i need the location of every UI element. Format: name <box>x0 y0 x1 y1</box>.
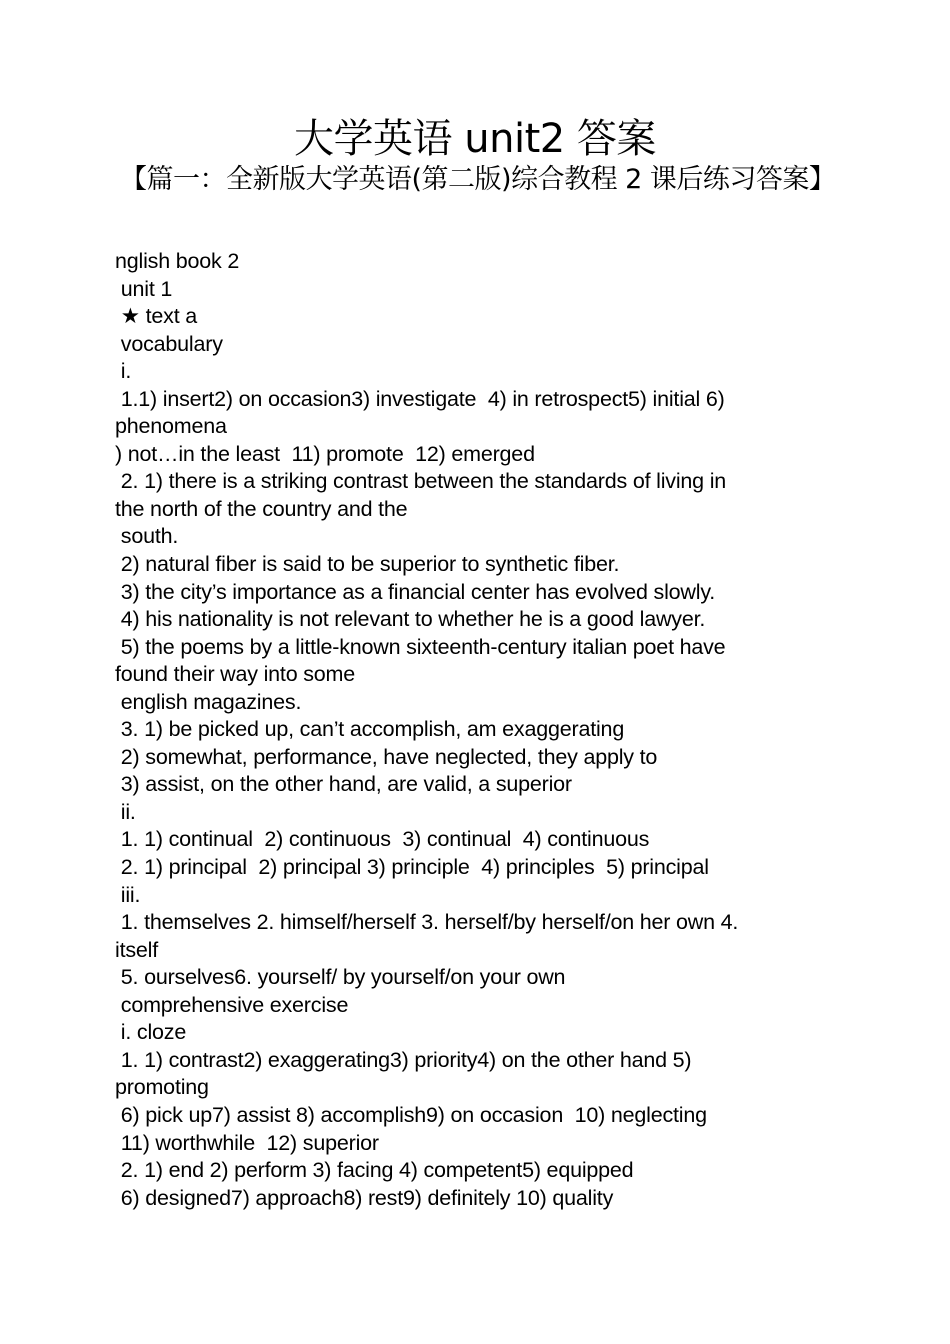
text-line: 1. themselves 2. himself/herself 3. herself/by herself/on her own 4. <box>115 910 739 935</box>
text-line: 2) natural fiber is said to be superior to synthetic fiber. <box>115 552 620 577</box>
text-line: south. <box>115 524 179 549</box>
text-line: 3) the city’s importance as a financial center has evolved slowly. <box>115 579 716 604</box>
text-line: 1. 1) continual 2) continuous 3) continual 4) continuous <box>115 827 650 852</box>
text-line: 1.1) insert2) on occasion3) investigate 4) in retrospect5) initial 6) <box>115 386 725 411</box>
text-line: 1. 1) contrast2) exaggerating3) priority4) on the other hand 5) <box>115 1047 692 1072</box>
text-line: 3. 1) be picked up, can’t accomplish, am exaggerating <box>115 717 625 742</box>
text-line: promoting <box>115 1075 209 1100</box>
text-line: 11) worthwhile 12) superior <box>115 1130 379 1155</box>
text-line: i. cloze <box>115 1020 187 1045</box>
text-line: english magazines. <box>115 689 302 714</box>
text-line: ) not…in the least 11) promote 12) emerged <box>115 441 535 466</box>
text-line: 3) assist, on the other hand, are valid, a superior <box>115 772 572 797</box>
text-line: unit 1 <box>115 276 173 301</box>
text-line: 4) his nationality is not relevant to whether he is a good lawyer. <box>115 607 706 632</box>
text-line: 5) the poems by a little-known sixteenth-century italian poet have <box>115 634 726 659</box>
text-line: vocabulary <box>115 331 223 356</box>
text-line: 5. ourselves6. yourself/ by yourself/on your own <box>115 965 566 990</box>
text-line: 2. 1) principal 2) principal 3) principle 4) principles 5) principal <box>115 855 709 880</box>
text-line: 2. 1) end 2) perform 3) facing 4) competent5) equipped <box>115 1158 634 1183</box>
text-line: 2) somewhat, performance, have neglected, they apply to <box>115 744 658 769</box>
text-line: 6) pick up7) assist 8) accomplish9) on occasion 10) neglecting <box>115 1102 707 1127</box>
text-line: ii. <box>115 799 136 824</box>
text-line: the north of the country and the <box>115 496 408 521</box>
text-line: nglish book 2 <box>115 249 240 273</box>
text-line: comprehensive exercise <box>115 992 349 1017</box>
page-subtitle: 【篇一：全新版大学英语(第二版)综合教程 2 课后练习答案】 <box>120 164 836 195</box>
document-body <box>115 248 835 1212</box>
text-line: itself <box>115 937 159 962</box>
text-line: 2. 1) there is a striking contrast between the standards of living in <box>115 469 727 494</box>
text-line: ★ text a <box>115 304 198 329</box>
page-title: 大学英语 unit2 答案 <box>294 116 656 162</box>
text-line: found their way into some <box>115 662 355 687</box>
text-line: phenomena <box>115 414 227 439</box>
text-line: i. <box>115 359 132 384</box>
text-line: iii. <box>115 882 141 907</box>
text-line: 6) designed7) approach8) rest9) definitely 10) quality <box>115 1185 614 1210</box>
